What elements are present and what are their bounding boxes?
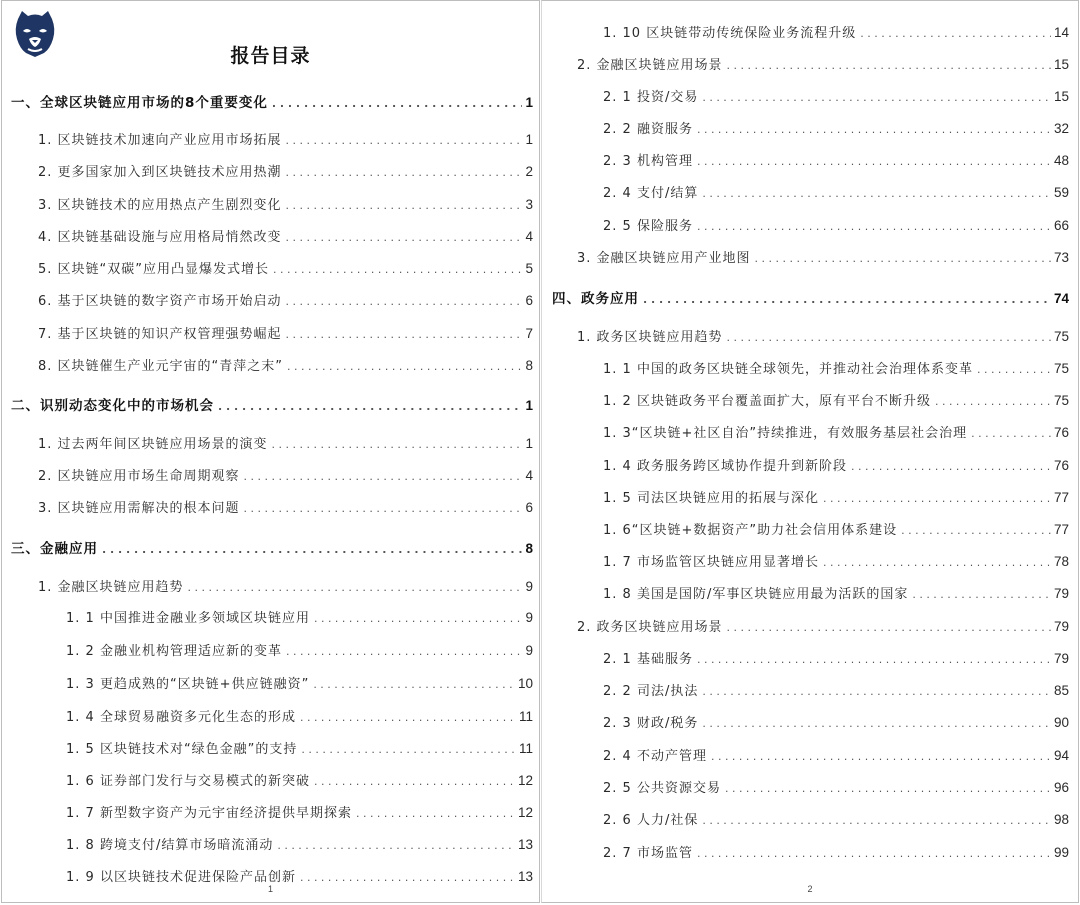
toc-dot-leader [755, 249, 1051, 269]
toc-dot-leader [912, 585, 1051, 605]
toc-entry-label: 2. 金融区块链应用场景 [577, 58, 723, 73]
toc-entry[interactable] [603, 649, 1069, 669]
toc-entry-page: 94 [1053, 748, 1069, 763]
toc-entry-label: 8. 区块链催生产业元宇宙的“青萍之末” [38, 359, 284, 374]
toc-entry-page: 78 [1053, 554, 1069, 569]
toc-entry[interactable] [603, 216, 1069, 236]
toc-entry-page: 96 [1053, 780, 1069, 795]
toc-dot-leader [697, 217, 1051, 237]
toc-entry-page: 8 [525, 358, 533, 373]
toc-entry[interactable] [603, 23, 1069, 43]
toc-entry[interactable] [603, 488, 1069, 508]
toc-dot-leader [286, 642, 523, 662]
toc-entry[interactable] [38, 356, 533, 376]
toc-dot-leader [977, 360, 1051, 380]
toc-entry-page: 32 [1053, 121, 1069, 136]
toc-entry-label: 1. 金融区块链应用趋势 [38, 580, 184, 595]
toc-entry[interactable] [38, 195, 533, 215]
toc-entry-label: 1. 区块链技术加速向产业应用市场拓展 [38, 133, 282, 148]
toc-entry[interactable] [603, 87, 1069, 107]
toc-entry-label: 2. 1 投资/交易 [603, 90, 699, 105]
toc-entry-label: 1. 2 区块链政务平台覆盖面扩大，原有平台不断升级 [603, 394, 931, 409]
toc-entry-label: 4. 区块链基础设施与应用格局悄然改变 [38, 230, 282, 245]
toc-entry[interactable] [66, 707, 533, 727]
page-number: 1 [267, 884, 273, 894]
toc-entry-label: 2. 6 人力/社保 [603, 813, 699, 828]
toc-entry-label: 1. 10 区块链带动传统保险业务流程升级 [603, 26, 857, 41]
toc-dot-leader [286, 325, 523, 345]
toc-entry-page: 1 [525, 398, 533, 413]
toc-dot-leader [860, 24, 1051, 44]
toc-dot-leader [188, 578, 523, 598]
toc-entry-label: 1. 8 美国是国防/军事区块链应用最为活跃的国家 [603, 587, 909, 602]
toc-entry-label: 2. 4 不动产管理 [603, 749, 707, 764]
toc-entry-page: 98 [1053, 812, 1069, 827]
toc-entry-label: 2. 5 保险服务 [603, 219, 693, 234]
toc-dot-leader [702, 714, 1051, 734]
toc-dot-leader [901, 521, 1051, 541]
toc-entry[interactable] [603, 843, 1069, 863]
toc-entry-page: 75 [1053, 329, 1069, 344]
toc-entry[interactable] [603, 584, 1069, 604]
toc-entry[interactable] [603, 151, 1069, 171]
toc-entry[interactable] [577, 55, 1069, 75]
toc-entry-label: 2. 3 机构管理 [603, 154, 693, 169]
toc-entry-label: 二、识别动态变化中的市场机会 [11, 398, 214, 414]
toc-entry-page: 11 [518, 741, 533, 756]
toc-entry[interactable] [66, 803, 533, 823]
toc-entry-label: 1. 3 更趋成熟的“区块链+供应链融资” [66, 677, 310, 692]
toc-entry-page: 1 [525, 95, 533, 110]
toc-entry-label: 1. 过去两年间区块链应用场景的演变 [38, 437, 268, 452]
toc-entry-label: 2. 1 基础服务 [603, 652, 693, 667]
toc-chapter-entry[interactable] [11, 396, 533, 416]
toc-entry-page: 59 [1053, 185, 1069, 200]
toc-entry-page: 90 [1053, 715, 1069, 730]
toc-entry-page: 74 [1053, 291, 1069, 306]
toc-entry[interactable] [66, 771, 533, 791]
toc-entry-page: 75 [1053, 393, 1069, 408]
toc-entry-page: 14 [1053, 25, 1069, 40]
toc-entry-page: 4 [525, 468, 533, 483]
toc-entry-page: 2 [525, 164, 533, 179]
toc-entry-page: 76 [1053, 458, 1069, 473]
toc-entry-page: 15 [1053, 89, 1069, 104]
toc-dot-leader [287, 357, 522, 377]
toc-entry[interactable] [603, 552, 1069, 572]
toc-dot-leader [697, 152, 1051, 172]
toc-entry-label: 2. 7 市场监管 [603, 846, 693, 861]
toc-entry-page: 12 [517, 805, 533, 820]
toc-dot-leader [851, 457, 1051, 477]
toc-entry[interactable] [38, 434, 533, 454]
toc-entry-label: 1. 6 证券部门发行与交易模式的新突破 [66, 774, 310, 789]
toc-entry[interactable] [603, 713, 1069, 733]
toc-entry-label: 3. 区块链技术的应用热点产生剧烈变化 [38, 198, 282, 213]
toc-dot-leader [702, 682, 1051, 702]
toc-dot-leader [935, 392, 1051, 412]
toc-entry-page: 13 [517, 869, 533, 884]
toc-entry-page: 10 [517, 676, 533, 691]
toc-entry-label: 1. 7 市场监管区块链应用显著增长 [603, 555, 819, 570]
toc-entry-label: 2. 4 支付/结算 [603, 186, 699, 201]
toc-entry[interactable] [603, 423, 1069, 443]
toc-entry-page: 9 [525, 579, 533, 594]
toc-dot-leader [314, 772, 515, 792]
toc-entry-page: 6 [525, 500, 533, 515]
toc-entry-page: 15 [1053, 57, 1069, 72]
toc-entry[interactable] [38, 577, 533, 597]
toc-entry-page: 5 [525, 261, 533, 276]
toc-dot-leader [971, 424, 1051, 444]
toc-entry-page: 7 [525, 326, 533, 341]
toc-entry[interactable] [603, 391, 1069, 411]
toc-entry-label: 一、全球区块链应用市场的8个重要变化 [11, 95, 268, 111]
toc-entry-page: 79 [1053, 651, 1069, 666]
toc-entry-label: 1. 9 以区块链技术促进保险产品创新 [66, 870, 296, 885]
toc-entry-label: 1. 1 中国推进金融业多领域区块链应用 [66, 611, 310, 626]
toc-entry[interactable] [603, 746, 1069, 766]
toc-entry-label: 1. 4 全球贸易融资多元化生态的形成 [66, 710, 296, 725]
toc-entry-label: 2. 2 融资服务 [603, 122, 693, 137]
toc-entry-page: 8 [525, 541, 533, 556]
toc-entry-label: 3. 区块链应用需解决的根本问题 [38, 501, 240, 516]
toc-page-right [541, 0, 1079, 903]
toc-dot-leader [314, 609, 523, 629]
toc-dot-leader [823, 489, 1051, 509]
toc-entry-label: 2. 政务区块链应用场景 [577, 620, 723, 635]
toc-entry-page: 1 [525, 436, 533, 451]
toc-entry-label: 1. 5 区块链技术对“绿色金融”的支持 [66, 742, 298, 757]
toc-entry-label: 1. 7 新型数字资产为元宇宙经济提供早期探索 [66, 806, 352, 821]
toc-dot-leader [727, 56, 1051, 76]
toc-entry[interactable] [603, 359, 1069, 379]
toc-entry-label: 1. 1 中国的政务区块链全球领先，并推动社会治理体系变革 [603, 362, 973, 377]
toc-entry[interactable] [603, 119, 1069, 139]
toc-entry-page: 85 [1053, 683, 1069, 698]
toc-dot-leader [702, 184, 1051, 204]
page-number: 2 [807, 884, 813, 894]
toc-entry[interactable] [577, 248, 1069, 268]
toc-dot-leader [823, 553, 1051, 573]
toc-dot-leader [697, 120, 1051, 140]
toc-dot-leader [300, 708, 516, 728]
toc-entry-page: 77 [1053, 522, 1069, 537]
toc-dot-leader [727, 328, 1051, 348]
toc-entry-label: 1. 6“区块链+数据资产”助力社会信用体系建设 [603, 523, 898, 538]
toc-dot-leader [643, 290, 1051, 310]
toc-dot-leader [286, 196, 523, 216]
toc-entry[interactable] [66, 641, 533, 661]
toc-entry[interactable] [603, 520, 1069, 540]
toc-entry[interactable] [66, 835, 533, 855]
toc-entry[interactable] [38, 498, 533, 518]
toc-entry-label: 1. 8 跨境支付/结算市场暗流涌动 [66, 838, 274, 853]
toc-entry[interactable] [38, 259, 533, 279]
toc-entry-page: 9 [525, 643, 533, 658]
toc-entry-label: 6. 基于区块链的数字资产市场开始启动 [38, 294, 282, 309]
toc-entry[interactable] [603, 810, 1069, 830]
toc-entry-page: 48 [1053, 153, 1069, 168]
toc-dot-leader [702, 88, 1051, 108]
toc-entry-label: 1. 2 金融业机构管理适应新的变革 [66, 644, 282, 659]
toc-entry-page: 76 [1053, 425, 1069, 440]
toc-entry[interactable] [577, 617, 1069, 637]
toc-dot-leader [244, 467, 523, 487]
toc-page-left [1, 0, 540, 903]
toc-dot-leader [702, 811, 1051, 831]
toc-dot-leader [313, 675, 515, 695]
toc-entry[interactable] [66, 739, 533, 759]
toc-entry[interactable] [66, 674, 533, 694]
toc-entry-page: 73 [1053, 250, 1069, 265]
toc-entry-label: 1. 3“区块链+社区自治”持续推进，有效服务基层社会治理 [603, 426, 968, 441]
toc-entry-page: 11 [518, 709, 533, 724]
toc-entry-label: 四、政务应用 [552, 291, 639, 307]
toc-entry-page: 6 [525, 293, 533, 308]
toc-entry-page: 66 [1053, 218, 1069, 233]
toc-dot-leader [244, 499, 523, 519]
toc-dot-leader [102, 540, 522, 560]
toc-entry[interactable] [38, 466, 533, 486]
toc-dot-leader [727, 618, 1051, 638]
toc-entry-label: 7. 基于区块链的知识产权管理强势崛起 [38, 327, 282, 342]
toc-entry-page: 4 [525, 229, 533, 244]
toc-dot-leader [286, 131, 523, 151]
toc-entry-page: 99 [1053, 845, 1069, 860]
toc-entry-label: 1. 5 司法区块链应用的拓展与深化 [603, 491, 819, 506]
toc-entry[interactable] [603, 456, 1069, 476]
toc-dot-leader [697, 650, 1051, 670]
toc-entry-label: 2. 2 司法/执法 [603, 684, 699, 699]
toc-dot-leader [218, 397, 522, 417]
toc-entry[interactable] [38, 291, 533, 311]
toc-dot-leader [301, 740, 516, 760]
toc-entry[interactable] [603, 778, 1069, 798]
toc-chapter-entry[interactable] [11, 93, 533, 113]
toc-entry-label: 1. 4 政务服务跨区域协作提升到新阶段 [603, 459, 847, 474]
toc-entry-label: 2. 3 财政/税务 [603, 716, 699, 731]
toc-dot-leader [286, 292, 523, 312]
toc-entry[interactable] [603, 681, 1069, 701]
toc-dot-leader [711, 747, 1051, 767]
toc-entry-page: 13 [517, 837, 533, 852]
toc-entry[interactable] [577, 327, 1069, 347]
toc-entry[interactable] [38, 227, 533, 247]
toc-entry-page: 79 [1053, 586, 1069, 601]
toc-entry[interactable] [66, 608, 533, 628]
toc-dot-leader [286, 163, 523, 183]
toc-dot-leader [272, 435, 523, 455]
toc-dot-leader [286, 228, 523, 248]
toc-entry[interactable] [38, 162, 533, 182]
toc-dot-leader [277, 836, 515, 856]
toc-entry-label: 2. 5 公共资源交易 [603, 781, 721, 796]
toc-dot-leader [697, 844, 1051, 864]
toc-entry[interactable] [38, 130, 533, 150]
toc-entry-label: 1. 政务区块链应用趋势 [577, 330, 723, 345]
toc-entry-label: 3. 金融区块链应用产业地图 [577, 251, 751, 266]
toc-dot-leader [272, 94, 523, 114]
toc-entry-page: 75 [1053, 361, 1069, 376]
toc-entry-page: 12 [517, 773, 533, 788]
toc-entry-label: 三、金融应用 [11, 541, 98, 557]
toc-chapter-entry[interactable] [552, 289, 1069, 309]
toc-entry[interactable] [38, 324, 533, 344]
toc-entry-page: 9 [525, 610, 533, 625]
toc-dot-leader [725, 779, 1051, 799]
toc-entry-label: 5. 区块链“双碳”应用凸显爆发式增长 [38, 262, 270, 277]
report-title: 报告目录 [230, 45, 311, 67]
toc-entry[interactable] [603, 183, 1069, 203]
toc-entry-page: 79 [1053, 619, 1069, 634]
toc-dot-leader [273, 260, 522, 280]
toc-dot-leader [356, 804, 515, 824]
toc-entry-label: 2. 区块链应用市场生命周期观察 [38, 469, 240, 484]
toc-entry-page: 77 [1053, 490, 1069, 505]
toc-chapter-entry[interactable] [11, 539, 533, 559]
toc-entry-page: 1 [525, 132, 533, 147]
toc-entry-page: 3 [525, 197, 533, 212]
toc-entry-label: 2. 更多国家加入到区块链技术应用热潮 [38, 165, 282, 180]
